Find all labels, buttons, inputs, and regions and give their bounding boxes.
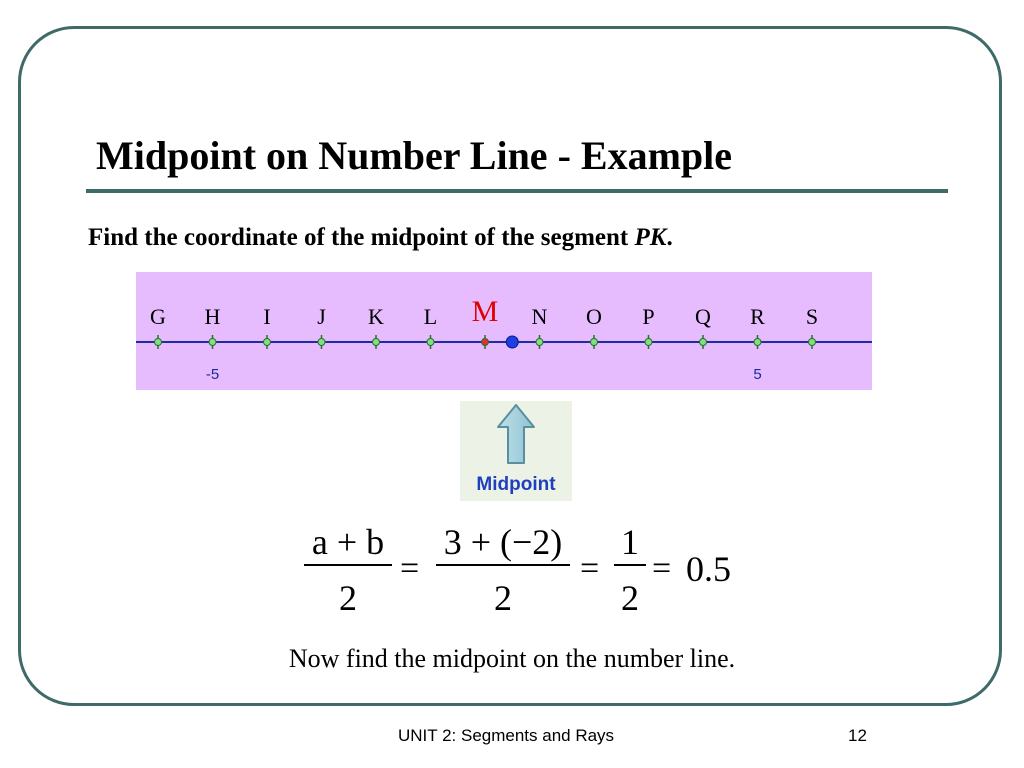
equals-sign: = bbox=[652, 550, 672, 587]
point-label-k: K bbox=[368, 304, 384, 329]
point-label-m: M bbox=[471, 295, 499, 328]
prompt-end: . bbox=[666, 224, 673, 251]
point-j[interactable] bbox=[318, 339, 325, 346]
fraction-bar bbox=[614, 564, 646, 566]
page-number: 12 bbox=[848, 726, 867, 745]
point-label-q: Q bbox=[695, 304, 711, 329]
fraction-denominator: 2 bbox=[621, 578, 639, 618]
footer-text: UNIT 2: Segments and Rays bbox=[398, 726, 615, 745]
equals-sign: = bbox=[400, 550, 420, 587]
point-label-g: G bbox=[150, 304, 166, 329]
point-label-j: J bbox=[317, 304, 326, 329]
number-line bbox=[136, 272, 872, 390]
point-label-i: I bbox=[263, 304, 271, 329]
point-i[interactable] bbox=[264, 339, 271, 346]
point-m[interactable] bbox=[482, 339, 489, 346]
fraction-simplified bbox=[614, 520, 646, 620]
tick-label: 5 bbox=[753, 366, 762, 383]
fraction-general bbox=[304, 520, 392, 620]
point-k[interactable] bbox=[373, 339, 380, 346]
midpoint-tool-label: Midpoint bbox=[476, 474, 556, 495]
fraction-denominator: 2 bbox=[494, 578, 512, 618]
prompt-text: Find the coordinate of the midpoint of the segment bbox=[88, 224, 635, 251]
number-line-panel bbox=[136, 272, 872, 390]
point-o[interactable] bbox=[591, 339, 598, 346]
fraction-denominator: 2 bbox=[339, 578, 357, 618]
point-h[interactable] bbox=[209, 339, 216, 346]
prompt-variable: PK bbox=[634, 224, 667, 251]
fraction-bar bbox=[304, 564, 392, 566]
formula-result: 0.5 bbox=[686, 549, 731, 589]
tick-label: -5 bbox=[205, 366, 220, 383]
point-g[interactable] bbox=[155, 339, 162, 346]
point-label-l: L bbox=[423, 304, 438, 329]
point-label-s: S bbox=[805, 304, 819, 329]
point-label-n: N bbox=[531, 304, 548, 329]
fraction-numerator: 1 bbox=[621, 522, 639, 562]
point-l[interactable] bbox=[427, 339, 434, 346]
point-s[interactable] bbox=[809, 339, 816, 346]
point-r[interactable] bbox=[754, 339, 761, 346]
equals-sign: = bbox=[580, 550, 600, 587]
fraction-substituted bbox=[436, 520, 570, 620]
point-n[interactable] bbox=[536, 339, 543, 346]
point-p[interactable] bbox=[645, 339, 652, 346]
fraction-numerator: 3 + (−2) bbox=[443, 522, 563, 562]
title-underline bbox=[86, 189, 948, 193]
midpoint-marker[interactable] bbox=[506, 336, 518, 348]
up-arrow-icon bbox=[460, 401, 572, 471]
fraction-numerator: a + b bbox=[311, 522, 385, 562]
instruction-note: Now find the midpoint on the number line. bbox=[288, 644, 736, 673]
point-label-r: R bbox=[750, 304, 765, 329]
point-label-o: O bbox=[586, 304, 602, 329]
point-q[interactable] bbox=[700, 339, 707, 346]
slide-title: Midpoint on Number Line - Example bbox=[96, 133, 732, 178]
problem-prompt bbox=[88, 224, 673, 252]
fraction-bar bbox=[436, 564, 570, 566]
point-label-h: H bbox=[204, 304, 221, 329]
point-label-p: P bbox=[642, 304, 655, 329]
midpoint-tool-button[interactable] bbox=[460, 401, 572, 501]
